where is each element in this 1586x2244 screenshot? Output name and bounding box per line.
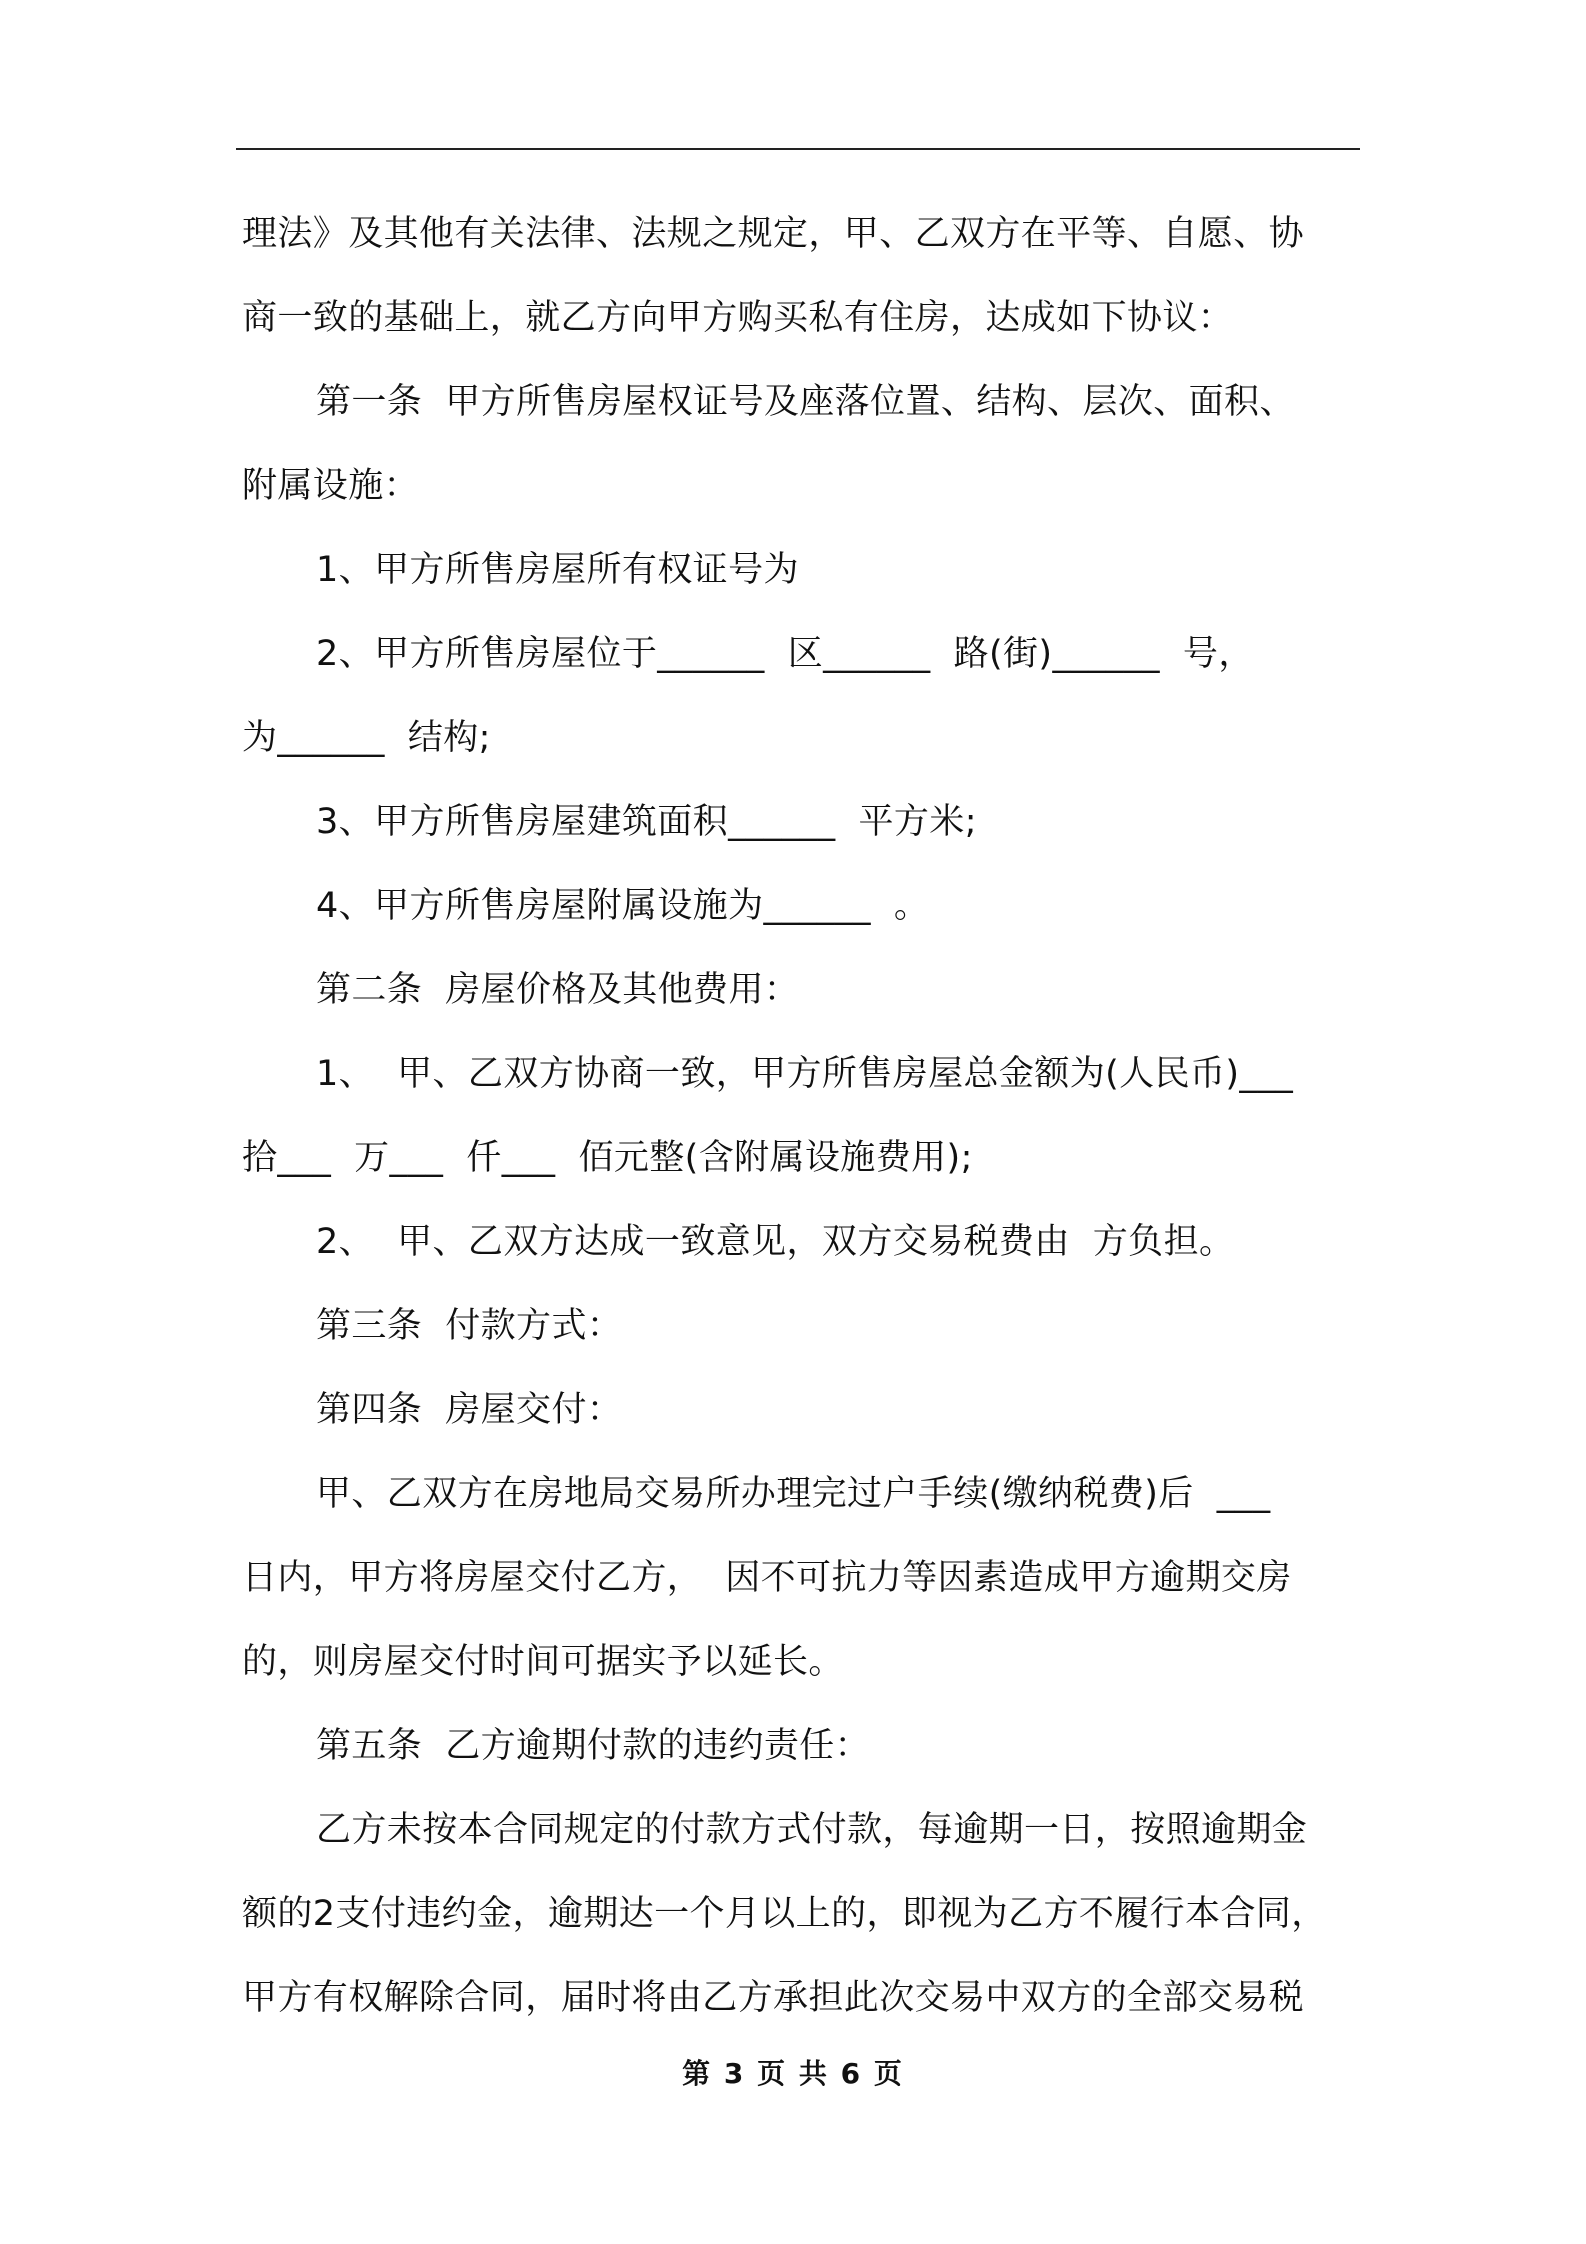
text-line: 2、 甲、乙双方达成一致意见，双方交易税费由 方负担。 bbox=[316, 1222, 1235, 1262]
text-line: 拾___ 万___ 仟___ 佰元整(含附属设施费用); bbox=[242, 1138, 973, 1178]
text-line: 的，则房屋交付时间可据实予以延长。 bbox=[242, 1642, 844, 1682]
text-line: 3、甲方所售房屋建筑面积______ 平方米; bbox=[316, 802, 977, 842]
text-line: 第一条 甲方所售房屋权证号及座落位置、结构、层次、面积、 bbox=[316, 382, 1295, 422]
text-line: 第二条 房屋价格及其他费用： bbox=[316, 970, 800, 1010]
document-body bbox=[242, 192, 1360, 2040]
text-line: 乙方未按本合同规定的付款方式付款，每逾期一日，按照逾期金 bbox=[316, 1810, 1308, 1850]
text-line: 为______ 结构; bbox=[242, 718, 491, 758]
header-rule bbox=[236, 148, 1360, 150]
text-line: 甲、乙双方在房地局交易所办理完过户手续(缴纳税费)后 ___ bbox=[316, 1474, 1271, 1514]
text-line: 第五条 乙方逾期付款的违约责任： bbox=[316, 1726, 871, 1766]
page-footer: 第 3 页 共 6 页 bbox=[682, 2057, 904, 2090]
text-line: 第三条 付款方式： bbox=[316, 1306, 623, 1346]
text-line: 额的2支付违约金，逾期达一个月以上的，即视为乙方不履行本合同， bbox=[242, 1894, 1327, 1934]
text-line: 附属设施： bbox=[242, 466, 420, 506]
text-line: 4、甲方所售房屋附属设施为______ 。 bbox=[316, 886, 930, 926]
text-line: 2、甲方所售房屋位于______ 区______ 路(街)______ 号， bbox=[316, 634, 1254, 674]
text-line: 1、 甲、乙双方协商一致，甲方所售房屋总金额为(人民币)___ bbox=[316, 1054, 1294, 1094]
text-line: 1、甲方所售房屋所有权证号为 bbox=[316, 550, 799, 590]
text-line: 第四条 房屋交付： bbox=[316, 1390, 623, 1430]
text-line: 理法》及其他有关法律、法规之规定，甲、乙双方在平等、自愿、协 bbox=[242, 214, 1305, 254]
text-line: 甲方有权解除合同，届时将由乙方承担此次交易中双方的全部交易税 bbox=[242, 1978, 1305, 2018]
text-line: 商一致的基础上，就乙方向甲方购买私有住房，达成如下协议： bbox=[242, 298, 1234, 338]
text-line: 日内，甲方将房屋交付乙方， 因不可抗力等因素造成甲方逾期交房 bbox=[242, 1558, 1292, 1598]
